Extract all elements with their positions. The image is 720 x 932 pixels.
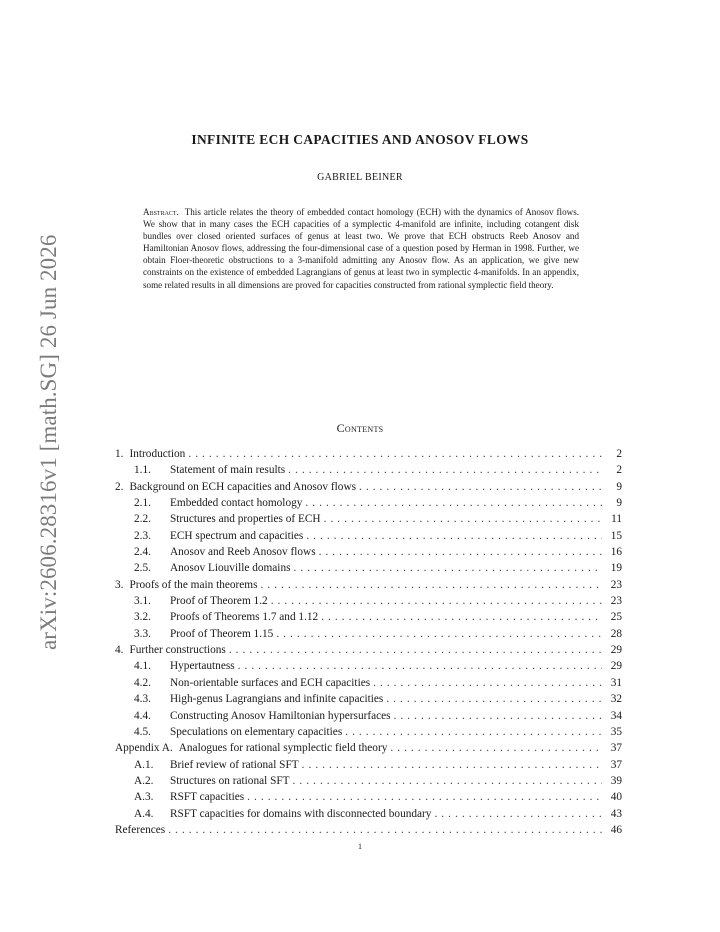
toc-entry-title: Further constructions [129, 644, 226, 657]
toc-entry[interactable] [115, 609, 622, 625]
toc-entry[interactable] [115, 773, 622, 789]
toc-leader-dots [229, 642, 602, 658]
toc-entry-title: Introduction [129, 448, 186, 460]
toc-leader-dots [324, 511, 602, 527]
toc-leader-dots [238, 658, 602, 674]
toc-leader-dots [345, 724, 602, 740]
toc-entry-title: Proofs of the main theorems [129, 578, 258, 591]
toc-entry-title: RSFT capacities for domains with disconnected boundary [170, 807, 432, 820]
toc-entry[interactable] [115, 495, 622, 511]
toc-entry-number: 1. [115, 448, 124, 460]
toc-leader-dots [188, 446, 602, 462]
toc-entry[interactable] [115, 658, 622, 674]
toc-entry-title: High-genus Lagrangians and infinite capacities [170, 693, 384, 706]
toc-entry[interactable] [115, 822, 622, 838]
toc-entry-title: RSFT capacities [170, 791, 245, 804]
toc-entry-number: 2. [115, 480, 124, 493]
toc-entry-number: 4.3. [134, 693, 151, 706]
toc-leader-dots [276, 626, 602, 642]
toc-leader-dots [288, 462, 602, 478]
toc-leader-dots [373, 675, 602, 691]
toc-entry-page: 34 [610, 709, 622, 722]
toc-entry-title: Hypertautness [170, 660, 235, 673]
toc-entry-title: Proof of Theorem 1.15 [170, 627, 274, 640]
toc-entry-number: 3.1. [134, 595, 151, 608]
toc-entry-page: 25 [610, 611, 622, 624]
toc-entry-page: 28 [610, 627, 622, 640]
toc-entry-title: Statement of main results [170, 464, 286, 477]
toc-leader-dots [305, 495, 602, 511]
toc-entry-page: 15 [610, 529, 622, 542]
toc-entry-page: 29 [610, 660, 622, 673]
toc-entry-number: A.1. [134, 758, 154, 771]
toc-entry-title: Structures on rational SFT [170, 774, 290, 787]
toc-entry-number: 4. [115, 644, 124, 657]
toc-leader-dots [359, 479, 602, 495]
toc-entry[interactable] [115, 740, 622, 756]
toc-entry-number: 3. [115, 578, 124, 591]
toc-entry[interactable] [115, 462, 622, 478]
toc-leader-dots [321, 609, 602, 625]
toc-entry-number: Appendix A. [115, 742, 173, 755]
contents-heading: Contents [336, 421, 384, 435]
toc-entry-number: A.2. [134, 774, 154, 787]
toc-entry-page: 9 [616, 480, 622, 493]
toc-entry-number: 2.4. [134, 546, 151, 559]
toc-entry[interactable] [115, 479, 622, 495]
toc-entry[interactable] [115, 560, 622, 576]
toc-entry-page: 11 [611, 513, 622, 526]
toc-entry[interactable] [115, 577, 622, 593]
table-of-contents [115, 446, 622, 838]
toc-entry-page: 39 [610, 774, 622, 787]
toc-entry-title: Embedded contact homology [170, 497, 303, 510]
toc-entry-number: 3.2. [134, 611, 151, 624]
toc-entry-page: 16 [610, 546, 622, 559]
toc-entry[interactable] [115, 757, 622, 773]
toc-entry[interactable] [115, 528, 622, 544]
toc-entry[interactable] [115, 806, 622, 822]
toc-entry-number: 3.3. [134, 627, 151, 640]
toc-leader-dots [394, 708, 602, 724]
toc-entry-title: Speculations on elementary capacities [170, 725, 343, 738]
toc-entry-page: 9 [616, 497, 622, 510]
abstract-label: Abstract. [143, 207, 179, 217]
toc-leader-dots [271, 593, 602, 609]
toc-entry-page: 19 [610, 562, 622, 575]
toc-entry-page: 37 [610, 758, 622, 771]
toc-entry[interactable] [115, 708, 622, 724]
toc-leader-dots [306, 528, 602, 544]
toc-entry[interactable] [115, 446, 622, 462]
toc-leader-dots [294, 560, 603, 576]
toc-entry-title: Proof of Theorem 1.2 [170, 595, 268, 608]
toc-entry-page: 29 [610, 644, 622, 657]
toc-entry-number: 4.5. [134, 725, 151, 738]
toc-entry-number: 1.1. [134, 464, 151, 477]
toc-entry-title: Analogues for rational symplectic field theory [178, 742, 388, 755]
toc-entry-page: 40 [610, 791, 622, 804]
toc-entry[interactable] [115, 511, 622, 527]
toc-entry-page: 2 [616, 448, 622, 460]
toc-leader-dots [302, 757, 602, 773]
toc-entry-title: Background on ECH capacities and Anosov flows [129, 480, 357, 493]
toc-entry-number: 2.1. [134, 497, 151, 510]
toc-entry[interactable] [115, 724, 622, 740]
toc-entry-title: Anosov and Reeb Anosov flows [170, 546, 316, 559]
toc-entry-title: References [115, 823, 166, 836]
page-number: 1 [358, 842, 362, 851]
toc-leader-dots [168, 822, 602, 838]
toc-entry-title: Structures and properties of ECH [170, 513, 321, 526]
toc-entry-page: 32 [610, 693, 622, 706]
toc-entry[interactable] [115, 642, 622, 658]
toc-entry[interactable] [115, 789, 622, 805]
toc-entry[interactable] [115, 544, 622, 560]
toc-leader-dots [247, 789, 602, 805]
toc-leader-dots [261, 577, 603, 593]
toc-entry-number: 2.3. [134, 529, 151, 542]
paper-title: INFINITE ECH CAPACITIES AND ANOSOV FLOWS [191, 132, 529, 147]
toc-entry-number: 4.1. [134, 660, 151, 673]
toc-entry-title: ECH spectrum and capacities [170, 529, 304, 542]
toc-entry[interactable] [115, 626, 622, 642]
toc-leader-dots [386, 691, 602, 707]
toc-entry-page: 46 [610, 823, 622, 836]
toc-entry-page: 2 [616, 464, 622, 477]
toc-entry-number: 4.4. [134, 709, 151, 722]
toc-entry[interactable] [115, 593, 622, 609]
toc-entry-number: 2.2. [134, 513, 151, 526]
toc-entry-number: 2.5. [134, 562, 151, 575]
abstract-text: This article relates the theory of embedded contact homology (ECH) with the dynamics of Anosov flows. We show that in many cases the ECH capacities of a symplectic 4-manifold are infinite, including cotangent disk bundles over closed oriented surfaces of genus at least two. We prove that ECH obstructs Reeb Anosov and Hamiltonian Anosov flows, addressing the four-dimensional case of a question posed by Herman in 1998. Further, we obtain Floer-theoretic obstructions to a 3-manifold admitting any Anosov flow. As an application, we give new constraints on the existence of embedded Lagrangians of genus at least two in symplectic 4-manifolds. In an appendix, some related results in all dimensions are proved for capacities constructed from rational symplectic field theory. [143, 207, 580, 290]
toc-entry-page: 23 [610, 578, 622, 591]
toc-entry-page: 35 [610, 725, 622, 738]
author-name: GABRIEL BEINER [317, 172, 403, 183]
abstract [143, 206, 579, 291]
toc-entry-number: 4.2. [134, 676, 151, 689]
toc-entry-page: 31 [610, 676, 622, 689]
toc-entry-title: Anosov Liouville domains [170, 562, 291, 575]
toc-entry-page: 37 [610, 742, 622, 755]
toc-entry[interactable] [115, 691, 622, 707]
toc-entry-page: 43 [610, 807, 622, 820]
toc-leader-dots [319, 544, 602, 560]
toc-entry[interactable] [115, 675, 622, 691]
toc-entry-title: Brief review of rational SFT [170, 758, 299, 771]
toc-entry-number: A.3. [134, 791, 154, 804]
toc-entry-title: Non-orientable surfaces and ECH capacities [170, 676, 371, 689]
toc-entry-title: Constructing Anosov Hamiltonian hypersurfaces [170, 709, 391, 722]
toc-entry-page: 23 [610, 595, 622, 608]
toc-leader-dots [293, 773, 602, 789]
arxiv-identifier: arXiv:2606.28316v1 [math.SG] 26 Jun 2026 [36, 234, 61, 650]
toc-entry-number: A.4. [134, 807, 154, 820]
toc-entry-title: Proofs of Theorems 1.7 and 1.12 [170, 611, 319, 624]
toc-leader-dots [390, 740, 602, 756]
toc-leader-dots [434, 806, 602, 822]
